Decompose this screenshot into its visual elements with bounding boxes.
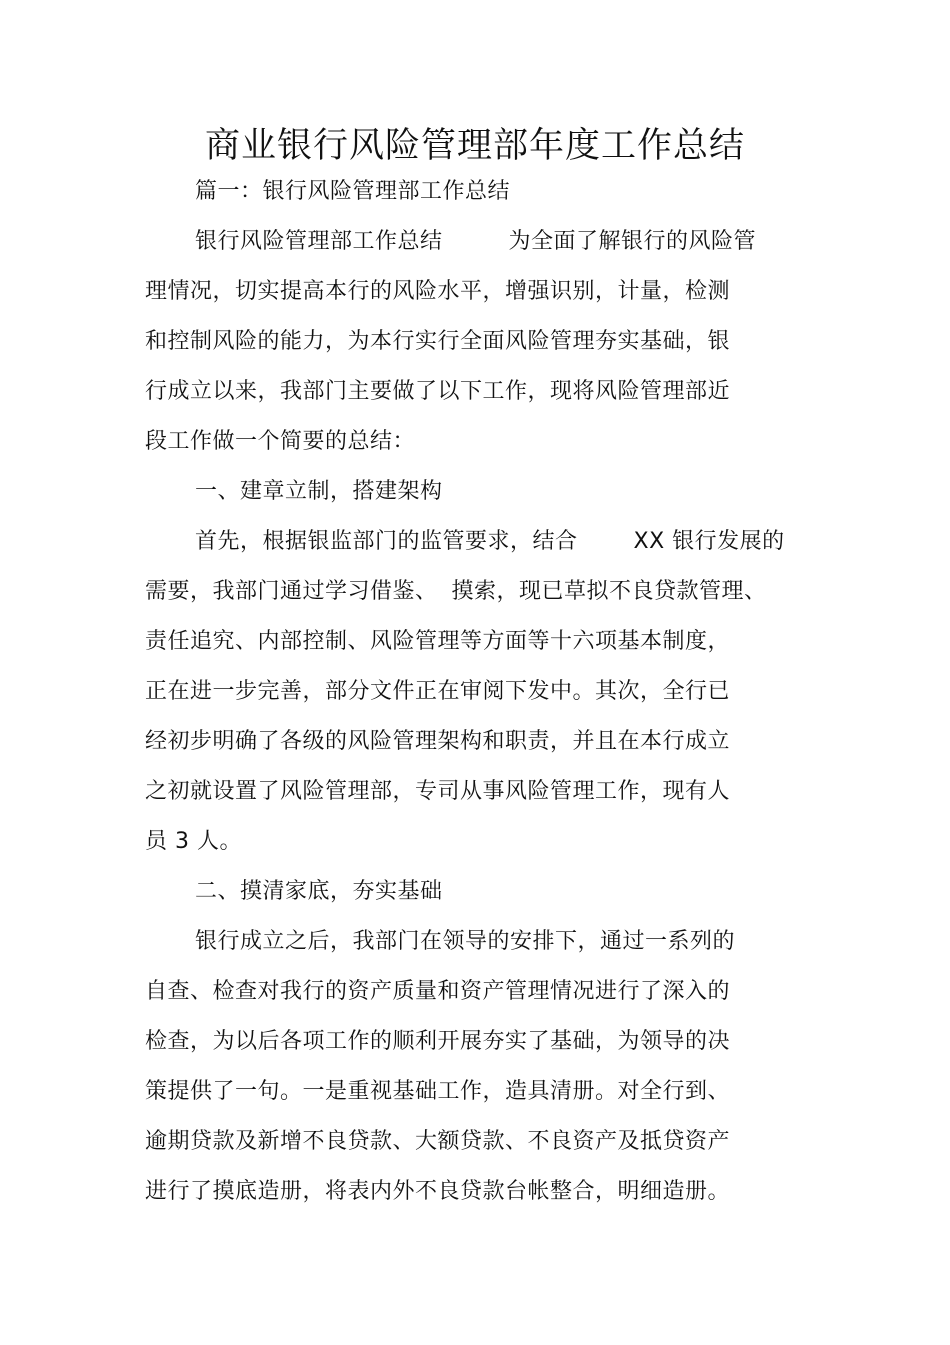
section-1-second-line bbox=[145, 577, 767, 607]
paragraph-line: 理情况，切实提高本行的风险水平，增强识别，计量，检测 bbox=[145, 279, 731, 304]
paragraph-line: 行成立以来，我部门主要做了以下工作，现将风险管理部近 bbox=[145, 379, 731, 404]
paragraph-line: 正在进一步完善，部分文件正在审阅下发中。其次，全行已 bbox=[145, 679, 731, 704]
paragraph-line: 员 3 人。 bbox=[145, 829, 242, 854]
section-1-second-part-2: 摸索，现已草拟不良贷款管理、 bbox=[451, 579, 767, 604]
paragraph-line: 段工作做一个简要的总结： bbox=[145, 429, 416, 454]
intro-part-2: 为全面了解银行的风险管 bbox=[508, 229, 757, 254]
section-1-first-part-1: 首先，根据银监部门的监管要求，结合 bbox=[195, 529, 578, 554]
paragraph-line: 和控制风险的能力，为本行实行全面风险管理夯实基础，银 bbox=[145, 329, 731, 354]
paragraph-line: 之初就设置了风险管理部，专司从事风险管理工作，现有人 bbox=[145, 779, 731, 804]
paragraph-line: 逾期贷款及新增不良贷款、大额贷款、不良资产及抵贷资产 bbox=[145, 1129, 731, 1154]
section-2-heading: 二、摸清家底，夯实基础 bbox=[195, 879, 443, 904]
paragraph-line: 策提供了一句。一是重视基础工作，造具清册。对全行到、 bbox=[145, 1079, 731, 1104]
section-2-first-line: 银行成立之后，我部门在领导的安排下，通过一系列的 bbox=[195, 929, 736, 954]
paragraph-line: 检查，为以后各项工作的顺利开展夯实了基础，为领导的决 bbox=[145, 1029, 731, 1054]
section-1-second-part-1: 需要，我部门通过学习借鉴、 bbox=[145, 579, 438, 604]
section-1-heading: 一、建章立制，搭建架构 bbox=[195, 479, 443, 504]
section-1-first-line bbox=[195, 527, 785, 557]
section-1-first-part-2: XX 银行发展的 bbox=[633, 529, 785, 554]
paragraph-line: 自查、检查对我行的资产质量和资产管理情况进行了深入的 bbox=[145, 979, 731, 1004]
paragraph-line: 进行了摸底造册，将表内外不良贷款台帐整合，明细造册。 bbox=[145, 1179, 731, 1204]
intro-line bbox=[195, 227, 756, 257]
document-title: 商业银行风险管理部年度工作总结 bbox=[204, 126, 745, 166]
paragraph-line: 责任追究、内部控制、风险管理等方面等十六项基本制度， bbox=[145, 629, 731, 654]
paragraph-line: 经初步明确了各级的风险管理架构和职责，并且在本行成立 bbox=[145, 729, 731, 754]
intro-part-1: 银行风险管理部工作总结 bbox=[195, 229, 443, 254]
subtitle: 篇一：银行风险管理部工作总结 bbox=[195, 179, 511, 204]
